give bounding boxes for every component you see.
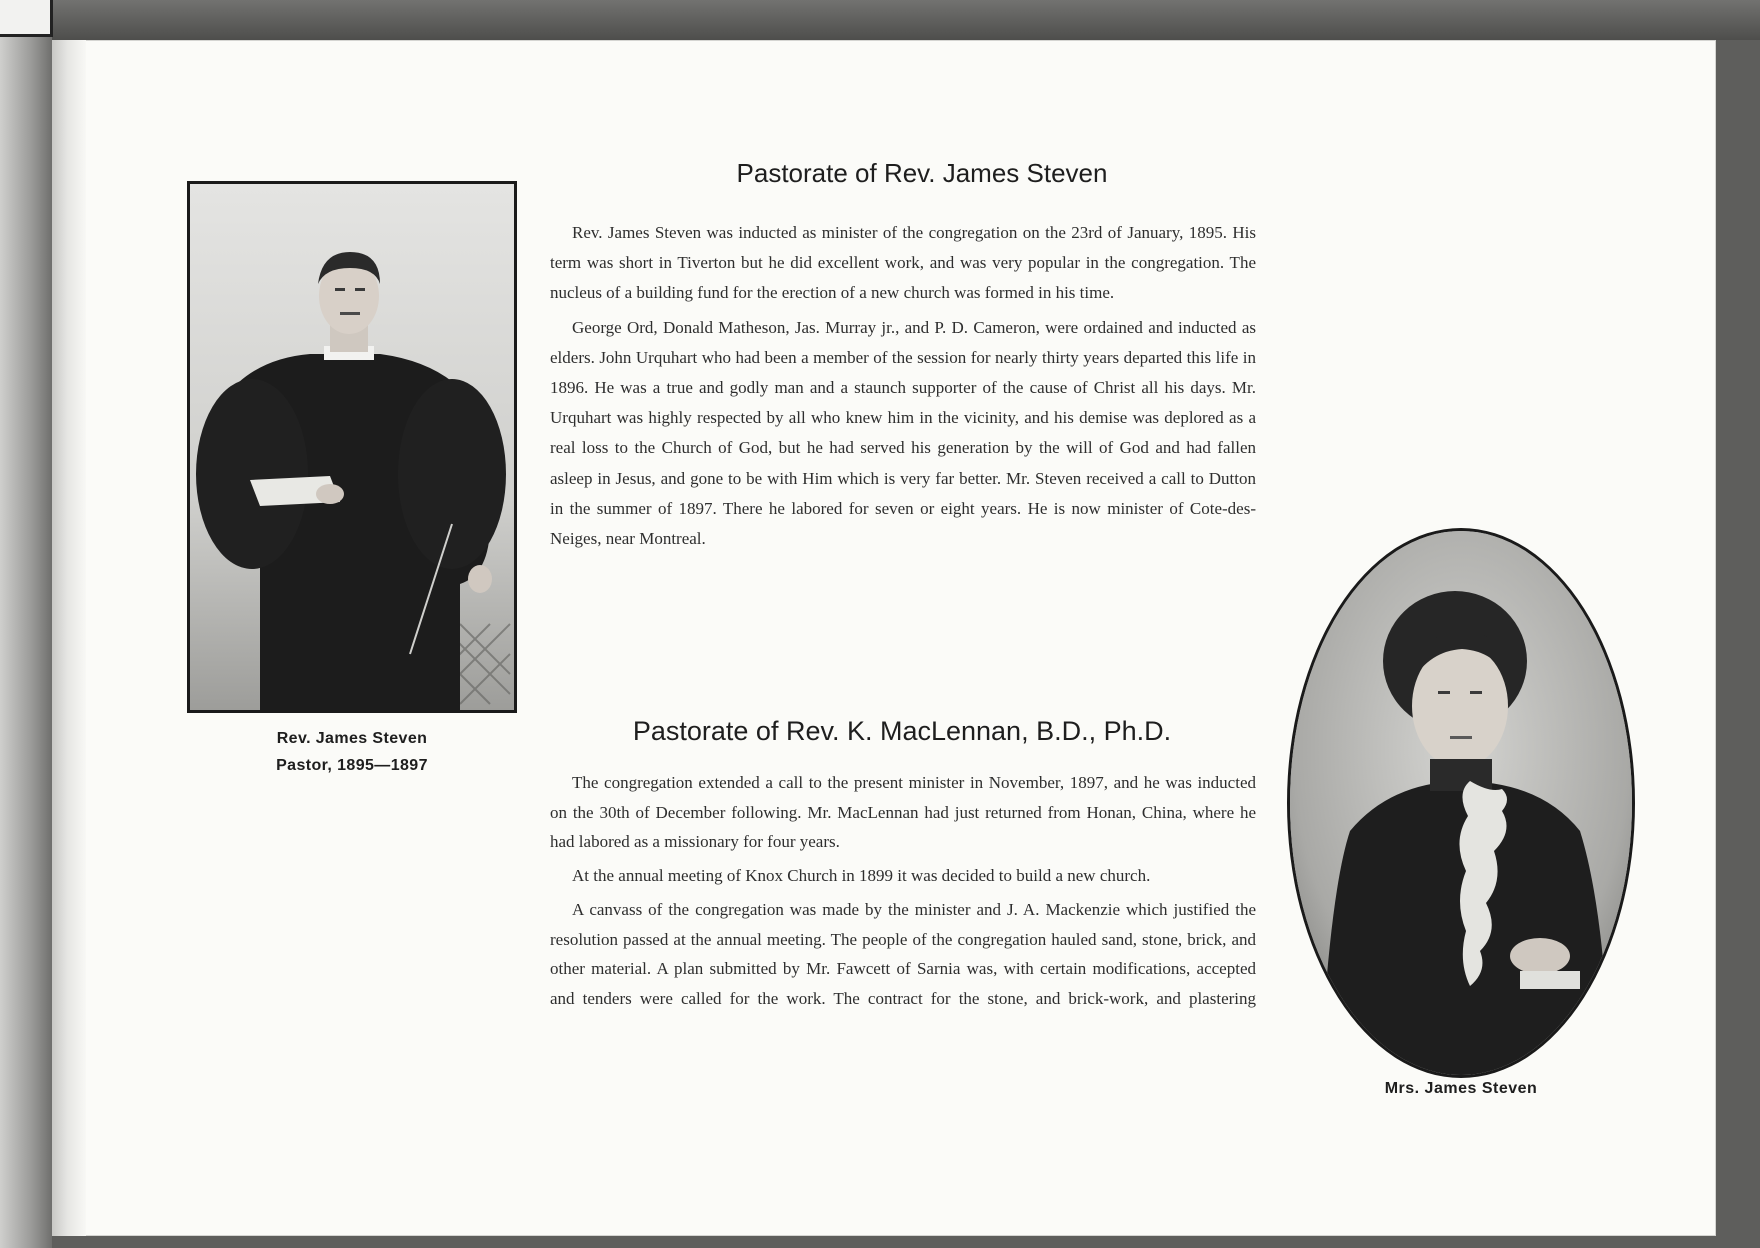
paragraph: Rev. James Steven was inducted as minister of the congregation on the 23rd of January, 1895. His term was short in Tiverton but he did excellent work, and was very popular in the congregation. The nucleus of a building fund for the erection of a new church was formed in his time. xyxy=(550,223,1256,303)
scan-background-left xyxy=(0,0,52,1248)
oval-portrait-caption: Mrs. James Steven xyxy=(1384,1080,1538,1097)
book-page xyxy=(52,40,1716,1236)
portrait-image xyxy=(1290,531,1632,1075)
paragraph: George Ord, Donald Matheson, Jas. Murray jr., and P. D. Cameron, were ordained and inducted as elders. John Urquhart who had been a member of the session for nearly thirty years departed this life in 1896. He was a true and godly man and a staunch supporter of the cause of Christ all his days. Mr. Urquhart was highly respected by all who knew him in the vicinity, and his demise was deplored as a real loss to the Church of God, but he had served his generation by the will of God and had fallen asleep in Jesus, and gone to be with Him which is very far better. Mr. Steven received a call to Dutton in the summer of 1897. There he labored for seven or eight years. He is now minister of Cote-des-Neiges, near Montreal. xyxy=(550,317,1256,549)
section-body-steven xyxy=(550,218,1256,554)
page-spine-shadow xyxy=(52,40,86,1236)
section-title-steven: Pastorate of Rev. James Steven xyxy=(736,158,1108,188)
paragraph: At the annual meeting of Knox Church in 1899 it was decided to build a new church. xyxy=(572,866,1151,886)
scan-background-top xyxy=(0,0,1760,40)
portrait-image xyxy=(190,184,514,710)
section-title-maclennan: Pastorate of Rev. K. MacLennan, B.D., Ph.D. xyxy=(632,716,1172,746)
portrait-mrs-james-steven xyxy=(1287,528,1635,1078)
section-body-maclennan xyxy=(550,768,1256,1014)
paragraph: A canvass of the congregation was made by the minister and J. A. Mackenzie which justified the resolution passed at the annual meeting. The people of the congregation hauled sand, stone, brick, and other material. A plan submitted by Mr. Fawcett of Sarnia was, with certain modifications, accepted and tenders were called for the work. The contract for the stone, and brick-work, and plastering xyxy=(550,899,1256,1008)
portrait-caption-name: Rev. James Steven xyxy=(276,730,428,747)
scan-corner-tab xyxy=(0,0,53,37)
portrait-caption-years: Pastor, 1895—1897 xyxy=(276,757,428,774)
paragraph: The congregation extended a call to the present minister in November, 1897, and he was inducted on the 30th of December following. Mr. MacLennan had just returned from Honan, China, where he had labored as a missionary for four years. xyxy=(550,773,1256,852)
portrait-rev-james-steven xyxy=(187,181,517,713)
